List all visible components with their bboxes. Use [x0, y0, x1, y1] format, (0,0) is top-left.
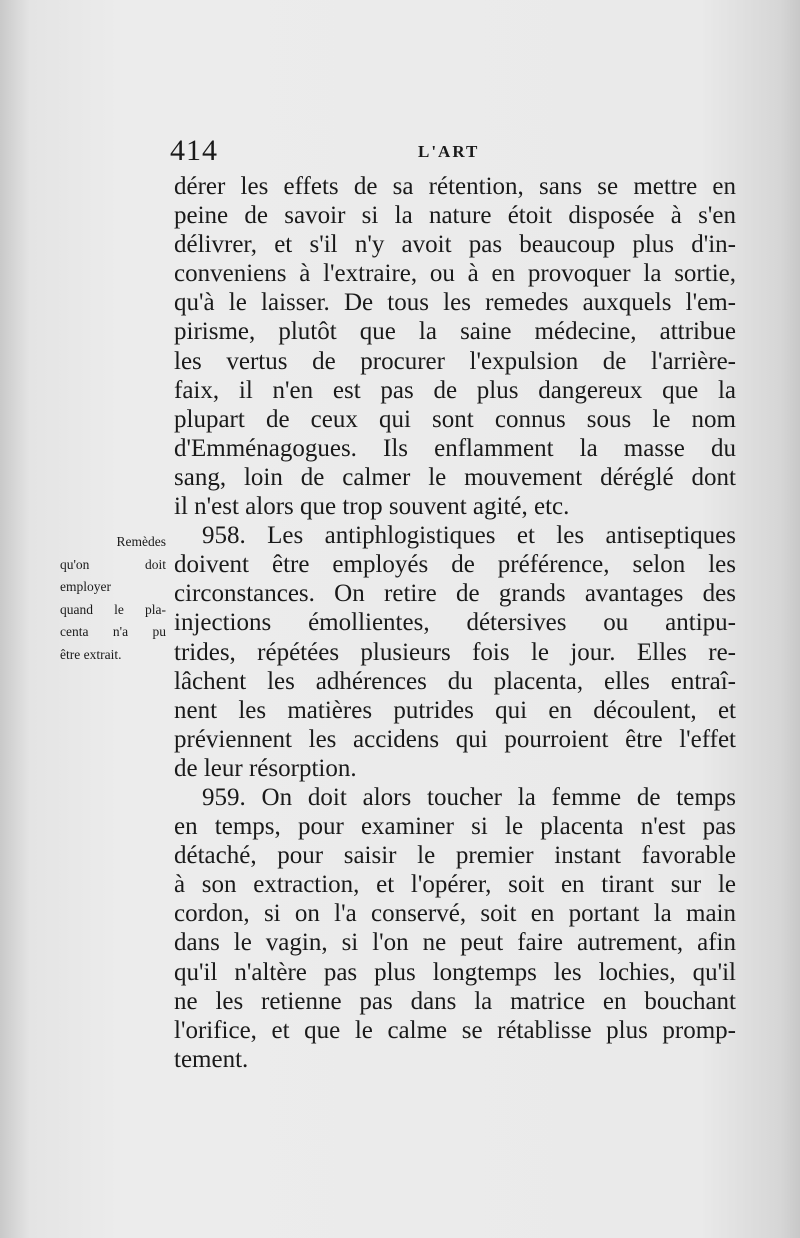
text-line: dérer les effets de sa rétention, sans se mettre en	[174, 173, 736, 200]
text-line: faix, il n'en est pas de plus dangereux que la	[174, 376, 736, 404]
text-line: détaché, pour saisir le premier instant favorable	[174, 842, 736, 870]
text-line: trides, répétées plusieurs fois le jour. Elles re-	[174, 638, 736, 666]
text-line: cordon, si on l'a conservé, soit en portant la main	[174, 900, 736, 928]
text-line: circonstances. On retire de grands avantages des	[174, 580, 736, 608]
text-line: l'orifice, et que le calme se rétablisse plus promp-	[174, 1016, 736, 1044]
page-header	[170, 134, 735, 174]
paragraph-959-start: 959. On doit alors toucher la femme de temps	[202, 783, 736, 811]
margin-note-line: qu'on doit	[60, 556, 166, 572]
running-title: L'ART	[418, 142, 480, 161]
margin-note	[60, 531, 166, 666]
text-line: à son extraction, et l'opérer, soit en tirant sur le	[174, 871, 736, 899]
text-line: pirisme, plutôt que la saine médecine, attribue	[174, 318, 736, 346]
text-line: lâchent les adhérences du placenta, elles entraî-	[174, 667, 736, 695]
text-line: en temps, pour examiner si le placenta n'est pas	[174, 813, 736, 841]
text-line: ne les retienne pas dans la matrice en bouchant	[174, 987, 736, 1015]
margin-note-line: employer	[60, 579, 111, 594]
text-line: délivrer, et s'il n'y avoit pas beaucoup plus d'in-	[174, 231, 736, 259]
text-line: il n'est alors que trop souvent agité, etc.	[174, 493, 570, 521]
text-line: injections émollientes, détersives ou antipu-	[174, 609, 736, 637]
margin-note-line: être extrait.	[60, 646, 122, 662]
page-number: 414	[170, 134, 218, 167]
margin-note-line: quand le pla-	[60, 601, 166, 617]
text-line: qu'à le laisser. De tous les remedes auxquels l'em-	[174, 289, 736, 317]
text-line: doivent être employés de préférence, selon les	[174, 551, 736, 579]
margin-note-line: centa n'a pu	[60, 624, 166, 639]
text-line: qu'il n'altère pas plus longtemps les lochies, qu'il	[174, 958, 736, 986]
text-line: peine de savoir si la nature étoit disposée à s'en	[174, 202, 736, 230]
text-line: d'Emménagogues. Ils enflamment la masse du	[174, 434, 736, 462]
text-line: sang, loin de calmer le mouvement déréglé dont	[174, 463, 736, 491]
text-line: plupart de ceux qui sont connus sous le nom	[174, 405, 736, 433]
text-line: les vertus de procurer l'expulsion de l'arrière-	[174, 347, 736, 375]
text-line: préviennent les accidens qui pourroient être l'effet	[174, 725, 736, 753]
body-text	[174, 172, 736, 1074]
text-line: tement.	[174, 1045, 249, 1073]
text-line: dans le vagin, si l'on ne peut faire autrement, afin	[174, 929, 736, 957]
paragraph-958-start: 958. Les antiphlogistiques et les antiseptiques	[202, 522, 736, 550]
text-line: nent les matières putrides qui en découlent, et	[174, 696, 736, 724]
margin-note-line: Remèdes	[116, 534, 166, 549]
text-line: de leur résorption.	[174, 754, 357, 782]
text-line: conveniens à l'extraire, ou à en provoquer la sortie,	[174, 260, 736, 288]
